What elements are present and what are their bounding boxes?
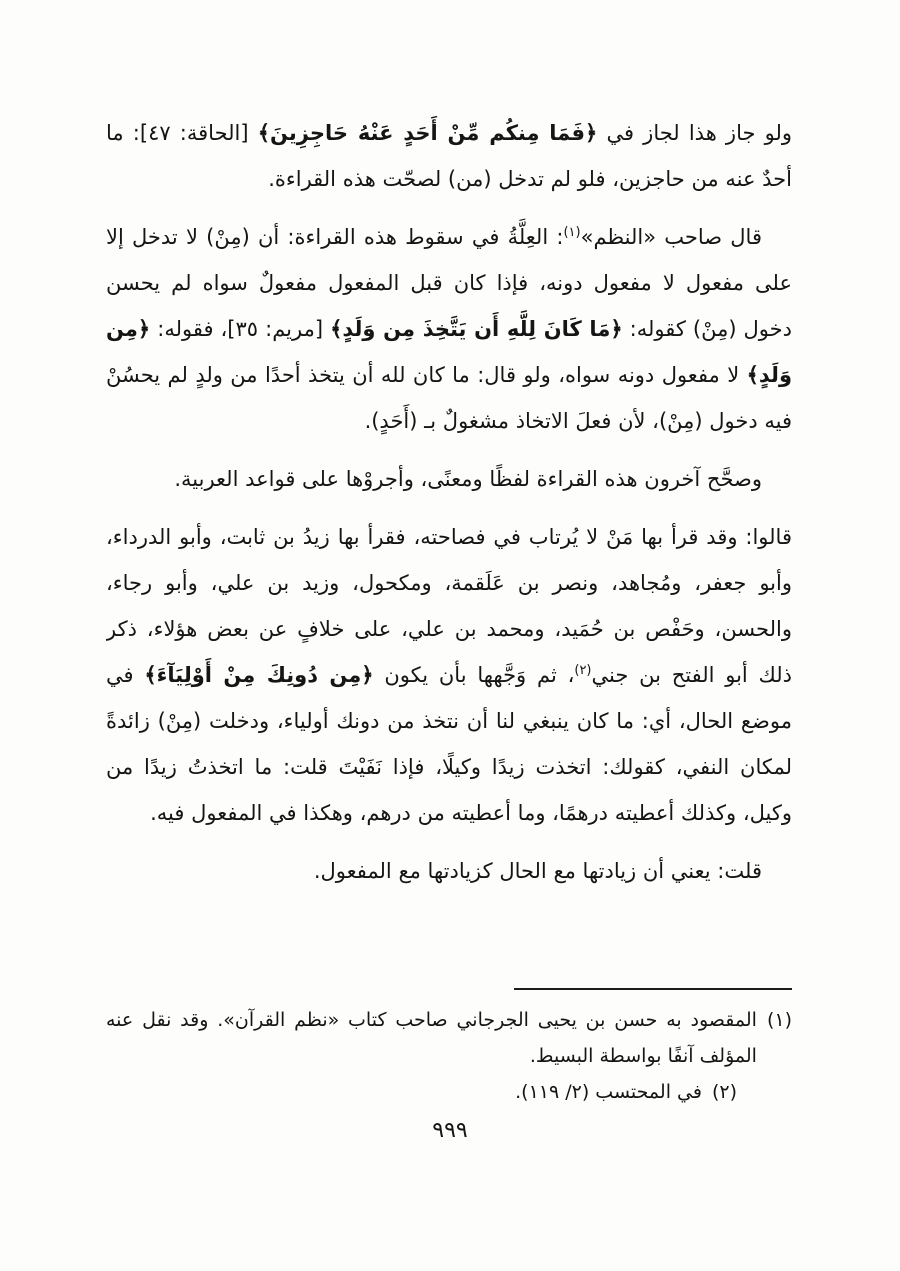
footnote-text: في المحتسب (٢/ ١١٩).	[515, 1081, 702, 1103]
text-run: قال صاحب «النظم»	[580, 225, 762, 249]
footnote-ref-2: (٢)	[574, 663, 592, 678]
text-run: في موضع الحال، أي: ما كان ينبغي لنا أن نتخذ من دونك أولياء، ودخلت (مِنْ) زائدةً لمكان النفي، كقولك: اتخذت زيدًا وكيلًا، فإذا نَفَيْتَ قلت: ما اتخذتُ زيدًا من وكيل، وكذلك أعطيته درهمًا، وما أعطيته من درهم، وهكذا في المفعول فيه.	[106, 663, 792, 825]
paragraph	[106, 514, 792, 836]
quran-verse: ﴿مِن وَلَدٍ﴾	[106, 317, 792, 387]
footnote-marker: (٢)	[711, 1081, 737, 1103]
footnote-separator	[514, 988, 792, 990]
text-run: [مريم: ٣٥]، فقوله:	[150, 317, 331, 341]
text-run: ولو جاز هذا لجاز في	[597, 121, 792, 145]
footnote-text: المقصود به حسن بن يحيى الجرجاني صاحب كتاب «نظم القرآن». وقد نقل عنه المؤلف آنفًا بواسطة البسيط.	[106, 1009, 757, 1067]
text-run: [الحاقة: ٤٧]: ما أحدٌ عنه من حاجزين، فلو لم تدخل (من) لصحّت هذه القراءة.	[106, 121, 792, 191]
quran-verse: ﴿فَمَا مِنكُم مِّنْ أَحَدٍ عَنْهُ حَاجِزِينَ﴾	[257, 121, 598, 145]
text-run: قالوا: وقد قرأ بها مَنْ لا يُرتاب في فصاحته، فقرأ بها زيدُ بن ثابت، وأبو الدرداء، وأبو جعفر، ومُجاهد، ونصر بن عَلَقمة، ومكحول، وزيد بن علي، وأبو رجاء، والحسن، وحَفْص بن حُمَيد، ومحمد بن علي، على خلافٍ عن بعض هؤلاء، ذكر ذلك أبو الفتح بن جني	[106, 525, 792, 687]
paragraph	[106, 110, 792, 202]
paragraph	[106, 848, 792, 894]
page-number: ٩٩٩	[432, 1118, 468, 1143]
main-text-block	[106, 110, 792, 906]
footnote-ref-1: (١)	[563, 225, 581, 240]
text-run: : العِلَّةُ في سقوط هذه القراءة: أن (مِنْ) لا تدخل إلا على مفعول لا مفعول دونه، فإذا كان قبل المفعول مفعولٌ سواه لم يحسن دخول (مِنْ) كقوله:	[106, 225, 792, 341]
paragraph	[106, 456, 792, 502]
footnote-item	[106, 1002, 792, 1074]
text-run: قلت: يعني أن زيادتها مع الحال كزيادتها مع المفعول.	[313, 859, 762, 883]
text-run: وصحَّح آخرون هذه القراءة لفظًا ومعنًى، وأجروْها على قواعد العربية.	[174, 467, 762, 491]
text-run: لا مفعول دونه سواه، ولو قال: ما كان لله أن يتخذ أحدًا من ولدٍ لم يحسُنْ فيه دخول (مِنْ)، لأن فعلَ الاتخاذ مشغولٌ بـ (أَحَدٍ).	[106, 363, 792, 433]
footnote-marker: (١)	[766, 1009, 792, 1031]
quran-verse: ﴿مِن دُونِكَ مِنْ أَوْلِيَآءَ﴾	[144, 663, 374, 687]
footnotes-section	[106, 988, 792, 1110]
text-run: ، ثم وَجَّهها بأن يكون	[373, 663, 575, 687]
quran-verse: ﴿مَا كَانَ لِلَّهِ أَن يَتَّخِذَ مِن وَلَدٍ﴾	[330, 317, 623, 341]
footnote-item	[106, 1074, 792, 1110]
paragraph	[106, 214, 792, 444]
